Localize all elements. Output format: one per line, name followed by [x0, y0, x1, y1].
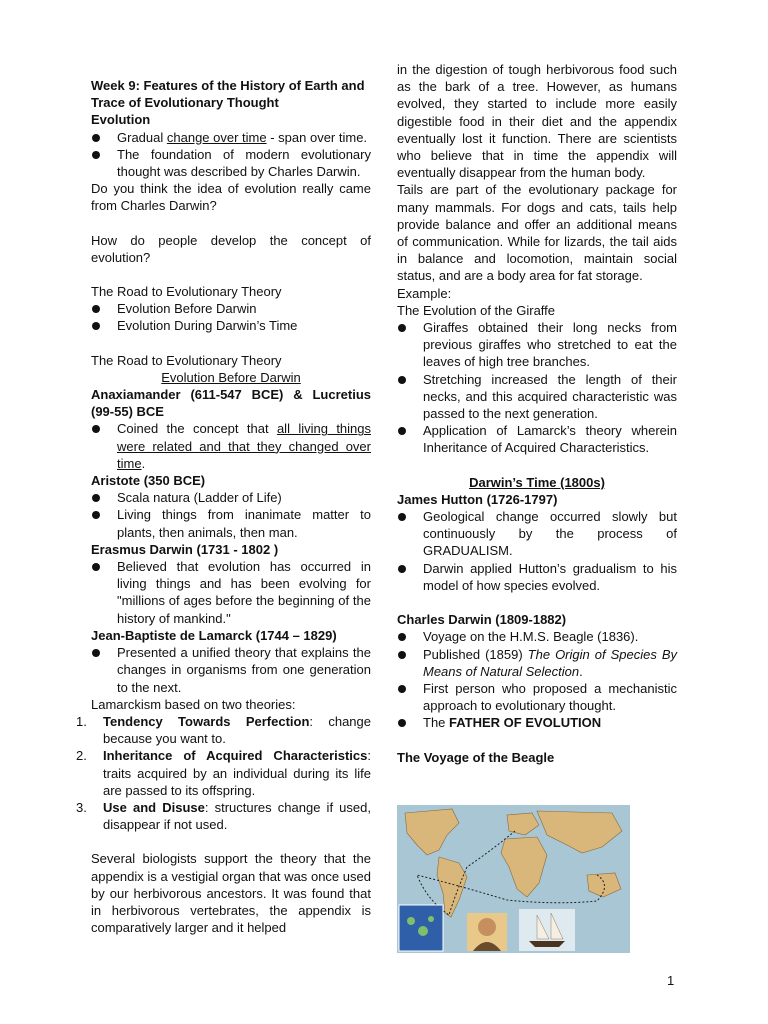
anaximander-list — [91, 420, 371, 472]
list-item: Gradual change over time - span over time. — [91, 129, 371, 146]
erasmus-heading: Erasmus Darwin (1731 - 1802 ) — [91, 541, 279, 557]
list-item: Published (1859) The Origin of Species By Means of Natural Selection. — [397, 646, 677, 680]
list-item: Evolution During Darwin’s Time — [91, 317, 371, 334]
page-number: 1 — [667, 973, 675, 988]
giraffe-list — [397, 319, 677, 457]
list-item: Believed that evolution has occurred in living things and has been evolving for "millions of ages before the beginning of the history of mankind." — [91, 558, 371, 627]
appendix-paragraph: Several biologists support the theory that the appendix is a vestigial organ that was once used by our herbivorous ancestors. It was found that in herbivorous vertebrates, the appendix is comparatively larger and it helped — [91, 851, 371, 936]
left-column — [76, 77, 372, 936]
list-item: Coined the concept that all living things were related and that they changed over time. — [91, 420, 371, 472]
before-darwin-heading: Evolution Before Darwin — [161, 369, 301, 385]
list-item: Scala natura (Ladder of Life) — [91, 489, 371, 506]
right-column — [397, 61, 677, 766]
list-item: Stretching increased the length of their necks, and this acquired characteristic was passed to the next generation. — [397, 371, 677, 423]
evolution-heading: Evolution — [91, 112, 151, 128]
voyage-heading: The Voyage of the Beagle — [397, 749, 555, 765]
hutton-heading: James Hutton (1726-1797) — [397, 491, 558, 507]
giraffe-heading: The Evolution of the Giraffe — [397, 302, 556, 318]
aristote-heading: Aristote (350 BCE) — [91, 473, 206, 489]
tails-paragraph: Tails are part of the evolutionary package for many mammals. For dogs and cats, tails help provide balance and offer an additional means of communication. While for lizards, the tail aids in balance and locomotion, maintain social status, and are a body area for fat storage. — [397, 182, 677, 284]
list-item: Voyage on the H.M.S. Beagle (1836). — [397, 628, 677, 645]
world-map-icon — [397, 805, 630, 953]
lamarck-heading: Jean-Baptiste de Lamarck (1744 – 1829) — [91, 627, 337, 643]
list-item: 2. Inheritance of Acquired Characteristics: traits acquired by an individual during its life are passed to its offspring. — [76, 748, 371, 798]
darwins-time-heading: Darwin’s Time (1800s) — [469, 474, 605, 490]
list-item: The foundation of modern evolutionary thought was described by Charles Darwin. — [91, 146, 371, 180]
lamarck-list — [91, 644, 371, 696]
anaximander-heading: Anaxiamander (611-547 BCE) & Lucretius (99-55) BCE — [91, 387, 371, 420]
appendix-continued: in the digestion of tough herbivorous food such as the bark of a tree. However, as humans evolved, they started to include more easily digestible food in their diet and the appendix eventually lost it function. There are scientists who believe that in time the appendix will eventually disappear from the human body. — [397, 62, 677, 181]
list-item: Evolution Before Darwin — [91, 300, 371, 317]
list-item: Geological change occurred slowly but continuously by the process of GRADUALISM. — [397, 508, 677, 560]
charles-darwin-list — [397, 628, 677, 731]
list-item: Darwin applied Hutton’s gradualism to his model of how species evolved. — [397, 560, 677, 594]
charles-darwin-heading: Charles Darwin (1809-1882) — [397, 612, 567, 628]
road-heading-2: The Road to Evolutionary Theory — [91, 352, 282, 368]
question-1: Do you think the idea of evolution really came from Charles Darwin? — [91, 181, 371, 214]
question-2: How do people develop the concept of evolution? — [91, 232, 371, 265]
road-heading: The Road to Evolutionary Theory — [91, 284, 282, 300]
beagle-voyage-map — [397, 805, 630, 953]
list-item: 1. Tendency Towards Perfection: change because you want to. — [76, 713, 371, 747]
page-title: Week 9: Features of the History of Earth and Trace of Evolutionary Thought — [91, 78, 365, 111]
list-item: 3. Use and Disuse: structures change if used, disappear if not used. — [76, 799, 371, 833]
list-item: Giraffes obtained their long necks from previous giraffes who stretched to eat the leaves of high tree branches. — [397, 319, 677, 371]
evolution-list — [91, 129, 371, 181]
example-label: Example: — [397, 285, 452, 301]
lamarckism-list — [76, 713, 371, 833]
list-item: First person who proposed a mechanistic approach to evolutionary thought. — [397, 680, 677, 714]
list-item: Presented a unified theory that explains the changes in organisms from one generation to the next. — [91, 644, 371, 696]
list-item: Application of Lamarck’s theory wherein Inheritance of Acquired Characteristics. — [397, 422, 677, 456]
aristote-list — [91, 489, 371, 541]
list-item: Living things from inanimate matter to plants, then animals, then man. — [91, 506, 371, 540]
list-item: The FATHER OF EVOLUTION — [397, 714, 677, 731]
erasmus-list — [91, 558, 371, 627]
lamarckism-intro: Lamarckism based on two theories: — [91, 696, 296, 712]
hutton-list — [397, 508, 677, 594]
road-list — [91, 300, 371, 334]
